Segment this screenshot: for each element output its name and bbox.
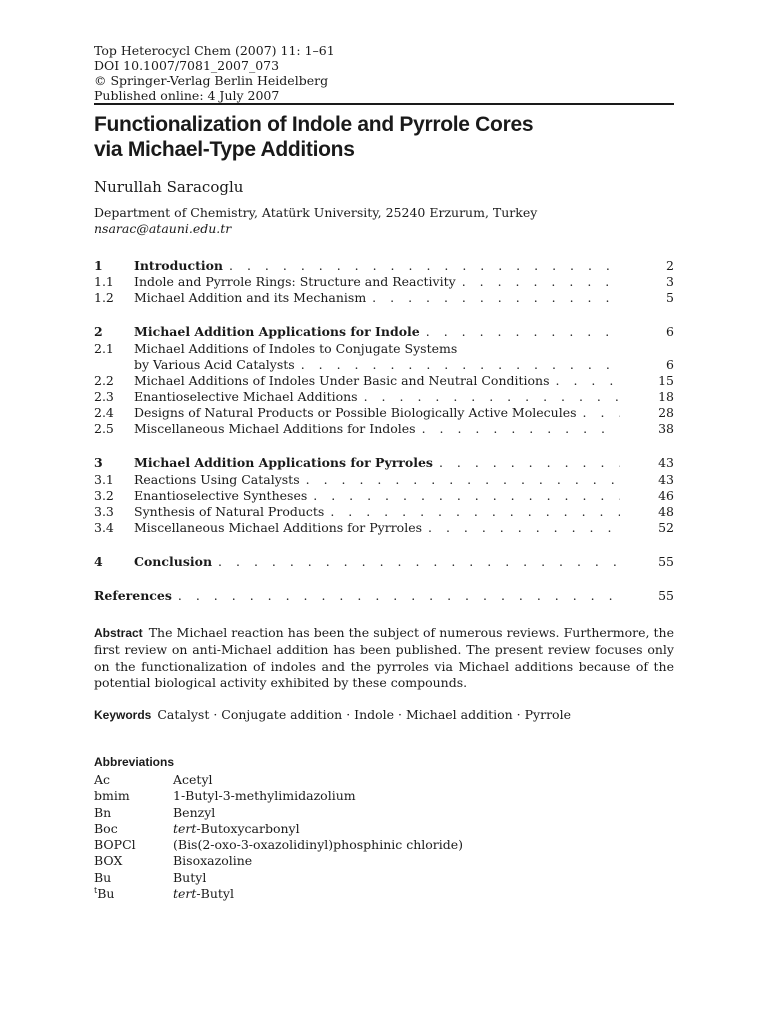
toc-leader-dots [313, 488, 620, 504]
abbreviation-row [94, 853, 463, 869]
abbreviation-definition-text: Butyl [173, 869, 207, 885]
abbreviation-definition [173, 788, 356, 804]
toc-number: 3 [94, 455, 103, 471]
toc-leader-dots [583, 405, 620, 421]
toc-page-number: 5 [666, 290, 674, 306]
toc-number: 2.2 [94, 372, 114, 388]
toc-title: Michael Additions of Indoles to Conjugate Systems [134, 340, 458, 356]
abbreviation-row [94, 821, 463, 837]
keywords-text: Catalyst · Conjugate addition · Indole · Michael addition · Pyrrole [157, 707, 571, 722]
published-date: Published online: 4 July 2007 [94, 88, 280, 103]
title-line-1: Functionalization of Indole and Pyrrole Cores [94, 113, 534, 136]
keywords [94, 707, 674, 723]
toc-title: Enantioselective Syntheses [134, 487, 308, 503]
toc-entry[interactable] [94, 258, 674, 274]
toc-entry[interactable] [94, 488, 674, 504]
toc-page-number: 52 [658, 520, 674, 536]
toc-entry[interactable] [94, 341, 674, 357]
toc-page-number: 18 [658, 389, 674, 405]
abbreviations-heading: Abbreviations [94, 755, 175, 769]
toc-entry[interactable] [94, 405, 674, 421]
toc-page-number: 2 [666, 258, 674, 273]
toc-title: References [94, 588, 172, 604]
abbreviation-definition-text: -Butoxycarbonyl [196, 820, 300, 836]
abbreviation-row [94, 886, 463, 902]
toc-page-number: 48 [658, 504, 674, 520]
toc-entry[interactable] [94, 455, 674, 471]
abbreviation-definition-text: 1-Butyl-3-methylimidazolium [173, 788, 356, 804]
toc-leader-dots [218, 554, 620, 570]
toc-entry[interactable] [94, 373, 674, 389]
abbreviation-superscript: t [94, 885, 98, 895]
abbreviation-term [94, 837, 173, 853]
toc-title: Miscellaneous Michael Additions for Pyrroles [134, 520, 423, 536]
abbreviation-term [94, 886, 173, 902]
copyright: © Springer-Verlag Berlin Heidelberg [94, 73, 329, 88]
toc-page-number: 15 [658, 372, 674, 388]
title-line-2: via Michael-Type Additions [94, 138, 355, 161]
abbreviation-row [94, 788, 463, 804]
toc-number: 2.3 [94, 389, 114, 405]
toc-page-number: 46 [658, 487, 674, 503]
abbreviations-list [94, 772, 463, 902]
toc-entry[interactable] [94, 554, 674, 570]
abbreviation-term-text: bmim [94, 788, 130, 804]
toc-leader-dots [556, 373, 620, 389]
abbreviation-definition-text: Acetyl [173, 772, 213, 787]
abbreviation-row [94, 870, 463, 886]
toc-number: 1.1 [94, 274, 114, 290]
toc-entry[interactable] [94, 389, 674, 405]
abbreviation-definition [173, 772, 213, 788]
toc-title: Conclusion [134, 554, 213, 570]
abbreviation-term-text: Bu [94, 869, 112, 885]
toc-leader-dots [428, 520, 620, 536]
toc-leader-dots [178, 588, 620, 604]
toc-entry-references[interactable] [94, 588, 674, 604]
abstract-label: Abstract [94, 626, 143, 640]
toc-number: 3.1 [94, 471, 114, 487]
abbreviation-term [94, 788, 173, 804]
abbreviation-definition-text: Bisoxazoline [173, 853, 253, 869]
abbreviation-term [94, 772, 173, 788]
toc-number: 2.1 [94, 340, 114, 356]
toc-title: Michael Additions of Indoles Under Basic and Neutral Conditions [134, 372, 550, 388]
toc-entry[interactable] [94, 274, 674, 290]
abbreviation-definition [173, 837, 463, 853]
toc-number: 3.3 [94, 504, 114, 520]
toc-leader-dots [422, 421, 620, 437]
abbreviation-definition [173, 886, 234, 902]
toc-title: Reactions Using Catalysts [134, 471, 300, 487]
abbreviation-term [94, 853, 173, 869]
abbreviation-term [94, 805, 173, 821]
abbreviation-term-text: Ac [94, 772, 111, 787]
toc-page-number: 43 [658, 455, 674, 471]
toc-title: Designs of Natural Products or Possible Biologically Active Molecules [134, 405, 577, 421]
abbreviation-term-text: BOPCl [94, 837, 136, 853]
keywords-label: Keywords [94, 708, 152, 722]
table-of-contents [94, 258, 674, 604]
toc-leader-dots [306, 472, 620, 488]
toc-page-number: 55 [658, 588, 674, 604]
abbreviation-row [94, 805, 463, 821]
toc-number: 3.2 [94, 487, 114, 503]
doi: DOI 10.1007/7081_2007_073 [94, 58, 280, 73]
author-email[interactable]: nsarac@atauni.edu.tr [94, 221, 232, 236]
abstract [94, 625, 674, 692]
abbreviation-definition-italic: tert [173, 886, 197, 902]
toc-page-number: 38 [658, 421, 674, 437]
toc-number: 2.4 [94, 405, 114, 421]
abbreviation-term-text: BOX [94, 853, 123, 869]
toc-number: 2 [94, 324, 103, 340]
affiliation-block [94, 205, 537, 237]
toc-leader-dots [330, 504, 620, 520]
toc-number: 1 [94, 258, 103, 273]
toc-title-continued: by Various Acid Catalysts [134, 356, 295, 372]
toc-entry-continued[interactable] [94, 357, 674, 373]
paper-title [94, 112, 533, 162]
toc-title: Michael Addition and its Mechanism [134, 290, 367, 306]
toc-leader-dots [364, 389, 620, 405]
toc-title: Enantioselective Michael Additions [134, 389, 358, 405]
abbreviation-term [94, 821, 173, 837]
abbreviation-definition [173, 805, 215, 821]
abbreviation-term-text: Bn [94, 804, 112, 820]
toc-leader-dots [426, 324, 620, 340]
abbreviation-term [94, 870, 173, 886]
toc-entry[interactable] [94, 520, 674, 536]
abbreviation-definition [173, 870, 206, 886]
abbreviation-definition [173, 853, 252, 869]
toc-page-number: 28 [658, 405, 674, 421]
toc-number: 3.4 [94, 520, 114, 536]
toc-page-number: 6 [666, 324, 674, 340]
toc-page-number: 55 [658, 554, 674, 570]
toc-leader-dots [462, 274, 620, 290]
toc-number: 1.2 [94, 290, 114, 306]
abbreviation-definition-text: (Bis(2-oxo-3-oxazolidinyl)phosphinic chloride) [173, 837, 464, 853]
toc-leader-dots [439, 455, 620, 471]
abbreviation-definition-text: -Butyl [196, 886, 234, 902]
toc-entry[interactable] [94, 421, 674, 437]
abbreviation-definition-italic: tert [173, 820, 197, 836]
abbreviation-term-text: Bu [97, 886, 115, 902]
toc-entry[interactable] [94, 472, 674, 488]
toc-page-number: 43 [658, 471, 674, 487]
toc-number: 2.5 [94, 421, 114, 437]
abbreviation-row [94, 837, 463, 853]
toc-leader-dots [229, 258, 620, 274]
toc-number: 4 [94, 554, 103, 570]
author-name: Nurullah Saracoglu [94, 178, 244, 196]
toc-entry[interactable] [94, 290, 674, 306]
toc-page-number: 6 [666, 356, 674, 372]
abstract-text: The Michael reaction has been the subject of numerous reviews. Furthermore, the first review on anti-Michael addition has been published. The present review focuses only on the functionalization of indoles and the pyrroles via Michael additions because of the potential biological activity exhibited by these compounds. [94, 625, 674, 691]
journal-citation: Top Heterocycl Chem (2007) 11: 1–61 [94, 43, 335, 58]
toc-title: Synthesis of Natural Products [134, 504, 325, 520]
toc-entry[interactable] [94, 504, 674, 520]
abbreviation-term-text: Boc [94, 820, 118, 836]
abbreviation-definition-text: Benzyl [173, 804, 216, 820]
toc-leader-dots [372, 290, 620, 306]
toc-title: Introduction [134, 258, 224, 273]
toc-title: Michael Addition Applications for Indole [134, 324, 420, 340]
toc-leader-dots [301, 357, 620, 373]
affiliation: Department of Chemistry, Atatürk University, 25240 Erzurum, Turkey [94, 205, 538, 220]
header-rule [94, 103, 674, 105]
journal-header [94, 43, 335, 103]
toc-title: Indole and Pyrrole Rings: Structure and Reactivity [134, 274, 456, 290]
abbreviation-definition [173, 821, 300, 837]
abbreviation-row [94, 772, 463, 788]
toc-title: Michael Addition Applications for Pyrroles [134, 455, 433, 471]
toc-entry[interactable] [94, 324, 674, 340]
toc-title: Miscellaneous Michael Additions for Indoles [134, 421, 416, 437]
toc-page-number: 3 [666, 274, 674, 290]
